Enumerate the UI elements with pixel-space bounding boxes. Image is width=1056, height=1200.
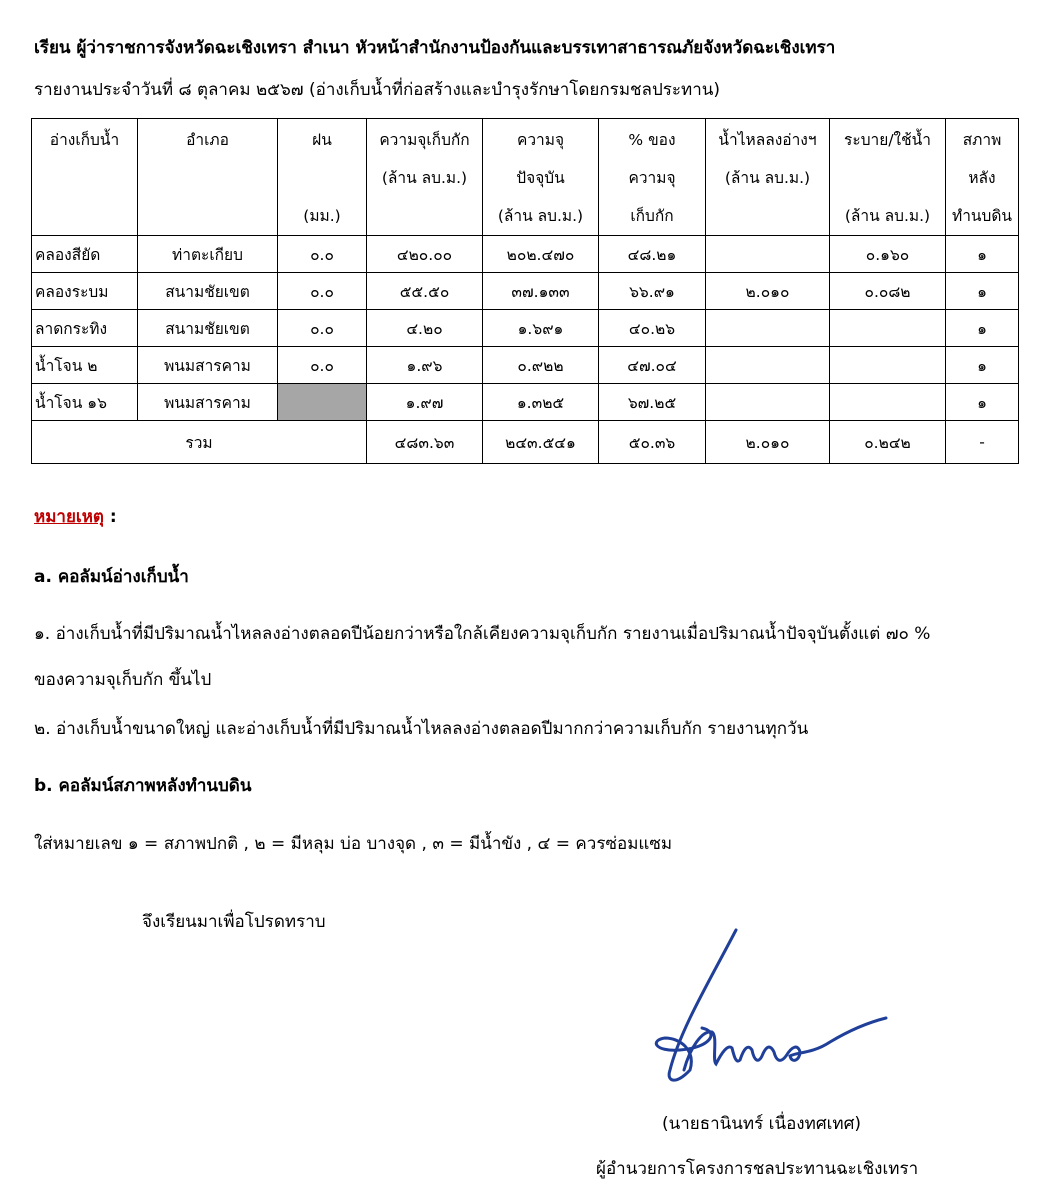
header-line: ความจุ: [628, 169, 676, 187]
table-row: [32, 310, 1019, 347]
table-header-row: [32, 119, 1019, 236]
total-label: รวม: [32, 421, 367, 464]
header-inflow: [706, 119, 830, 236]
dam-status-legend: ใส่หมายเลข ๑ = สภาพปกติ , ๒ = มีหลุม บ่อ บางจุด , ๓ = มีน้ำขัง , ๔ = ควรซ่อมแซม: [34, 834, 673, 854]
note-1-line-2: ของความจุเก็บกัก ขึ้นไป: [34, 670, 212, 690]
cell-district: ท่าตะเกียบ: [138, 236, 278, 273]
total-row: [32, 421, 1019, 464]
closing-line: จึงเรียนมาเพื่อโปรดทราบ: [142, 912, 326, 932]
reservoir-table: [31, 118, 1019, 464]
cell-rain: ๐.๐: [278, 236, 367, 273]
cell-district: สนามชัยเขต: [138, 310, 278, 347]
header-line: ฝน: [312, 131, 332, 149]
cell-dam-status: ๑: [946, 347, 1019, 384]
header-line: อ่างเก็บน้ำ: [49, 131, 120, 149]
cell-inflow: [706, 347, 830, 384]
header-line: (ล้าน ลบ.ม.): [497, 207, 584, 225]
table-row: [32, 273, 1019, 310]
header-district: [138, 119, 278, 236]
signer-name: (นายธานินทร์ เนื่องทศเทศ): [662, 1114, 862, 1134]
table-row: [32, 347, 1019, 384]
report-subtitle: รายงานประจำวันที่ ๘ ตุลาคม ๒๕๖๗ (อ่างเก็บน้ำที่ก่อสร้างและบำรุงรักษาโดยกรมชลประทาน): [34, 80, 721, 100]
cell-capacity: ๔๒๐.๐๐: [367, 236, 483, 273]
cell-reservoir: คลองระบม: [32, 273, 138, 310]
header-line: หลัง: [968, 169, 996, 187]
header-line: สภาพ: [962, 131, 1002, 149]
table-row: [32, 384, 1019, 421]
header-line: (ล้าน ลบ.ม.): [381, 169, 468, 187]
cell-capacity: ๕๕.๕๐: [367, 273, 483, 310]
cell-district: สนามชัยเขต: [138, 273, 278, 310]
cell-rain: ๐.๐: [278, 310, 367, 347]
header-line: (มม.): [303, 207, 341, 225]
total-inflow: ๒.๐๑๐: [706, 421, 830, 464]
total-current: ๒๔๓.๕๔๑: [483, 421, 599, 464]
cell-dam-status: ๑: [946, 384, 1019, 421]
cell-capacity: ๑.๙๗: [367, 384, 483, 421]
cell-rain: ๐.๐: [278, 273, 367, 310]
header-line: อำเภอ: [186, 131, 229, 149]
cell-inflow: [706, 384, 830, 421]
header-current: [483, 119, 599, 236]
header-release: [830, 119, 946, 236]
header-percent: [599, 119, 706, 236]
reservoir-column-note-title: a. คอลัมน์อ่างเก็บน้ำ: [34, 567, 189, 587]
dam-status-column-note-title: b. คอลัมน์สภาพหลังทำนบดิน: [34, 776, 252, 796]
header-line: ความจุ: [516, 131, 565, 149]
signer-title: ผู้อำนวยการโครงการชลประทานฉะเชิงเทรา: [596, 1159, 919, 1179]
cell-capacity: ๑.๙๖: [367, 347, 483, 384]
header-reservoir: [32, 119, 138, 236]
cell-rain-missing: [278, 384, 367, 421]
cell-release: [830, 347, 946, 384]
note-1-line-1: ๑. อ่างเก็บน้ำที่มีปริมาณน้ำไหลลงอ่างตลอดปีน้อยกว่าหรือใกล้เคียงความจุเก็บกัก รายงานเมื่อปริมาณน้ำปัจจุบันตั้งแต่ ๗๐ %: [34, 624, 931, 644]
remarks-colon: :: [103, 507, 117, 527]
header-line: ทำนบดิน: [951, 207, 1013, 225]
cell-current: ๑.๖๙๑: [483, 310, 599, 347]
header-line: (ล้าน ลบ.ม.): [844, 207, 931, 225]
cell-percent: ๔๘.๒๑: [599, 236, 706, 273]
header-line: เก็บกัก: [630, 207, 674, 225]
cell-rain: ๐.๐: [278, 347, 367, 384]
cell-inflow: [706, 310, 830, 347]
header-line: ระบาย/ใช้น้ำ: [844, 131, 931, 149]
cell-current: ๒๐๒.๔๗๐: [483, 236, 599, 273]
cell-reservoir: น้ำโจน ๑๖: [32, 384, 138, 421]
cell-percent: ๖๗.๒๕: [599, 384, 706, 421]
header-dam-status: [946, 119, 1019, 236]
header-line: ความจุเก็บกัก: [379, 131, 470, 149]
header-line: % ของ: [628, 131, 676, 149]
cell-release: ๐.๑๖๐: [830, 236, 946, 273]
cell-dam-status: ๑: [946, 310, 1019, 347]
header-rain: [278, 119, 367, 236]
total-dam-status: -: [946, 421, 1019, 464]
remarks-title: หมายเหตุ: [34, 507, 104, 527]
total-release: ๐.๒๔๒: [830, 421, 946, 464]
cell-district: พนมสารคาม: [138, 384, 278, 421]
handwritten-signature: [640, 920, 900, 1090]
total-percent: ๕๐.๓๖: [599, 421, 706, 464]
header-capacity: [367, 119, 483, 236]
cell-current: ๐.๙๒๒: [483, 347, 599, 384]
cell-reservoir: น้ำโจน ๒: [32, 347, 138, 384]
total-capacity: ๔๘๓.๖๓: [367, 421, 483, 464]
cell-percent: ๔๗.๐๔: [599, 347, 706, 384]
note-2: ๒. อ่างเก็บน้ำขนาดใหญ่ และอ่างเก็บน้ำที่มีปริมาณน้ำไหลลงอ่างตลอดปีมากกว่าความเก็บกัก รายงานทุกวัน: [34, 719, 809, 739]
cell-current: ๓๗.๑๓๓: [483, 273, 599, 310]
header-line: น้ำไหลลงอ่างฯ: [718, 131, 817, 149]
cell-capacity: ๔.๒๐: [367, 310, 483, 347]
cell-dam-status: ๑: [946, 236, 1019, 273]
cell-current: ๑.๓๒๕: [483, 384, 599, 421]
cell-inflow: ๒.๐๑๐: [706, 273, 830, 310]
header-line: (ล้าน ลบ.ม.): [724, 169, 811, 187]
cell-reservoir: ลาดกระทิง: [32, 310, 138, 347]
cell-release: ๐.๐๘๒: [830, 273, 946, 310]
remarks-heading: [34, 503, 117, 530]
recipient-line: เรียน ผู้ว่าราชการจังหวัดฉะเชิงเทรา สำเนา หัวหน้าสำนักงานป้องกันและบรรเทาสาธารณภัยจังหวัดฉะเชิงเทรา: [34, 38, 836, 58]
cell-reservoir: คลองสียัด: [32, 236, 138, 273]
table-row: [32, 236, 1019, 273]
cell-release: [830, 310, 946, 347]
cell-release: [830, 384, 946, 421]
cell-percent: ๖๖.๙๑: [599, 273, 706, 310]
cell-dam-status: ๑: [946, 273, 1019, 310]
header-line: ปัจจุบัน: [516, 169, 565, 187]
cell-district: พนมสารคาม: [138, 347, 278, 384]
cell-inflow: [706, 236, 830, 273]
cell-percent: ๔๐.๒๖: [599, 310, 706, 347]
